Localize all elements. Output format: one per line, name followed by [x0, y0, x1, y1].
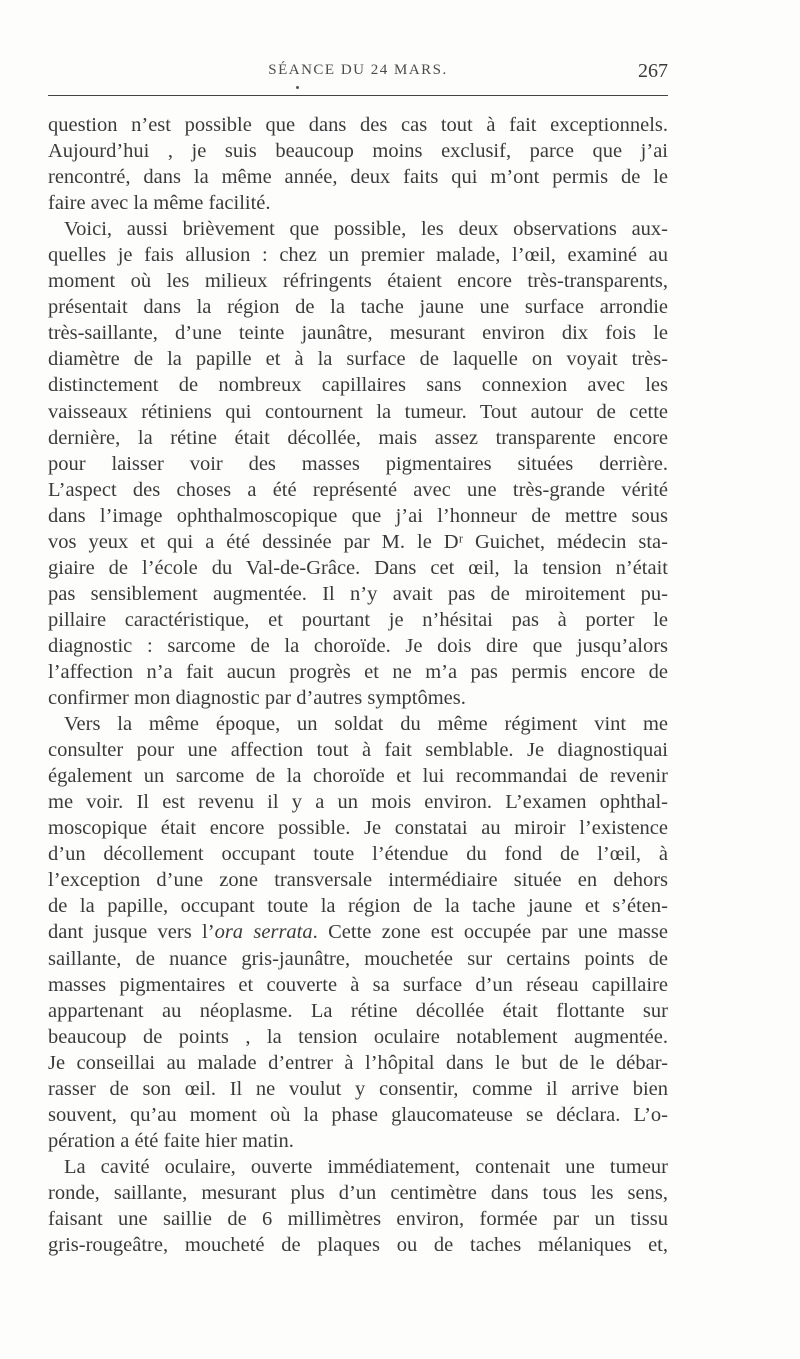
text-line: gris-rougeâtre, moucheté de plaques ou de taches mélaniques et, — [48, 1234, 668, 1257]
italic-term: ora serrata — [214, 921, 313, 944]
text-line: saillante, de nuance gris-jaunâtre, mouchetée sur certains points de — [48, 947, 668, 970]
running-title: SÉANCE DU 24 MARS. — [268, 62, 448, 78]
text-line: me voir. Il est revenu il y a un mois environ. L’examen ophthal- — [48, 791, 668, 814]
text-line: diamètre de la papille et à la surface de laquelle on voyait très- — [48, 348, 668, 371]
text-line: d’un décollement occupant toute l’étendue du fond de l’œil, à — [48, 843, 668, 866]
text-line: question n’est possible que dans des cas tout à fait exceptionnels. — [48, 114, 668, 136]
text-line: diagnostic : sarcome de la choroïde. Je dois dire que jusqu’alors — [48, 634, 668, 657]
body-text — [48, 112, 668, 1258]
text-line: L’aspect des choses a été représenté avec une très-grande vérité — [48, 478, 668, 501]
text-line: pération a été faite hier matin. — [48, 1129, 294, 1152]
text-line: La cavité oculaire, ouverte immédiatement, contenait une tumeur — [64, 1155, 668, 1178]
text-line: masses pigmentaires et couverte à sa surface d’un réseau capillaire — [48, 973, 668, 996]
text-line: de la papille, occupant toute la région de la tache jaune et s’éten- — [48, 895, 668, 918]
text-line: confirmer mon diagnostic par d’autres symptômes. — [48, 687, 466, 710]
text-line: présentait dans la région de la tache jaune une surface arrondie — [48, 296, 668, 319]
text-line-ora-serrata — [48, 919, 668, 945]
text-line: Vers la même époque, un soldat du même régiment vint me — [64, 713, 668, 736]
text-line: vaisseaux rétiniens qui contournent la tumeur. Tout autour de cette — [48, 400, 668, 423]
text-line: moscopique était encore possible. Je constatai au miroir l’existence — [48, 817, 668, 840]
text-fragment: . Cette zone est occupée par une masse — [312, 921, 668, 944]
page-number: 267 — [638, 60, 668, 82]
text-line: giaire de l’école du Val-de-Grâce. Dans cet œil, la tension n’était — [48, 556, 668, 579]
text-line: rasser de son œil. Il ne voulut y consentir, comme il arrive bien — [48, 1077, 668, 1100]
text-line: l’affection n’a fait aucun progrès et ne m’a pas permis encore de — [48, 660, 668, 683]
text-line: Je conseillai au malade d’entrer à l’hôpital dans le but de le débar- — [48, 1051, 668, 1074]
header-rule — [48, 95, 668, 96]
text-line: quelles je fais allusion : chez un premier malade, l’œil, examiné au — [48, 244, 668, 267]
text-line: très-saillante, d’une teinte jaunâtre, mesurant environ dix fois le — [48, 322, 668, 345]
text-fragment: dant jusque vers l’ — [48, 921, 215, 944]
text-line: pas sensiblement augmentée. Il n’y avait pas de miroitement pu- — [48, 582, 668, 605]
text-line: faire avec la même facilité. — [48, 192, 271, 215]
running-head — [48, 60, 668, 90]
text-line: moment où les milieux réfringents étaient encore très-transparents, — [48, 270, 668, 293]
text-line: dernière, la rétine était décollée, mais assez transparente encore — [48, 426, 668, 449]
text-line: Aujourd’hui , je suis beaucoup moins exclusif, parce que j’ai — [48, 140, 668, 163]
text-line: également un sarcome de la choroïde et lui recommandai de revenir — [48, 765, 668, 788]
text-line: souvent, qu’au moment où la phase glaucomateuse se déclara. L’o- — [48, 1103, 668, 1126]
text-line: dans l’image ophthalmoscopique que j’ai l’honneur de mettre sous — [48, 504, 668, 527]
text-line: l’exception d’une zone transversale intermédiaire située en dehors — [48, 869, 668, 892]
text-line: distinctement de nombreux capillaires sans connexion avec les — [48, 374, 668, 397]
header-dot-mark — [296, 86, 299, 89]
text-line: beaucoup de points , la tension oculaire notablement augmentée. — [48, 1025, 668, 1048]
text-line: rencontré, dans la même année, deux faits qui m’ont permis de le — [48, 166, 668, 189]
text-line: vos yeux et qui a été dessinée par M. le Dʳ Guichet, médecin sta- — [48, 530, 668, 553]
text-line: faisant une saillie de 6 millimètres environ, formée par un tissu — [48, 1207, 668, 1230]
text-line: ronde, saillante, mesurant plus d’un centimètre dans tous les sens, — [48, 1181, 668, 1204]
text-line: Voici, aussi brièvement que possible, les deux observations aux- — [64, 218, 668, 241]
text-line: appartenant au néoplasme. La rétine décollée était flottante sur — [48, 999, 668, 1022]
text-line: consulter pour une affection tout à fait semblable. Je diagnostiquai — [48, 739, 668, 762]
text-line: pillaire caractéristique, et pourtant je n’hésitai pas à porter le — [48, 608, 668, 631]
text-line: pour laisser voir des masses pigmentaires situées derrière. — [48, 452, 668, 475]
